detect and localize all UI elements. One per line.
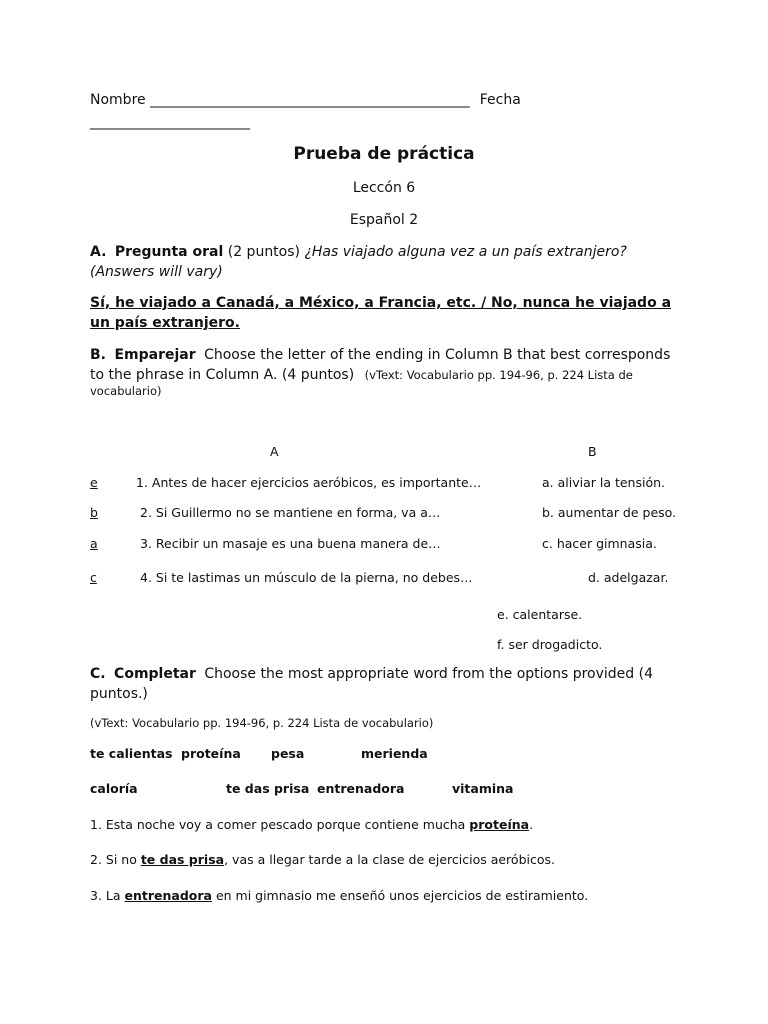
sentence-1-before: 1. Esta noche voy a comer pescado porque contiene mucha bbox=[90, 817, 470, 832]
column-b-header: B bbox=[588, 444, 597, 459]
name-row bbox=[90, 92, 521, 108]
option-c: c. hacer gimnasia. bbox=[542, 536, 657, 551]
sentence-3-answer: entrenadora bbox=[124, 888, 212, 903]
section-c-name: Completar bbox=[114, 666, 196, 682]
name-label: Nombre bbox=[90, 92, 146, 108]
word-te-calientas: te calientas bbox=[90, 746, 173, 761]
option-d: d. adelgazar. bbox=[588, 570, 669, 585]
section-a-letter: A. bbox=[90, 244, 107, 260]
sentence-2-before: 2. Si no bbox=[90, 852, 141, 867]
sentence-2-answer: te das prisa bbox=[140, 852, 225, 867]
section-b-letter: B. bbox=[90, 347, 106, 363]
answer-1: e bbox=[90, 475, 98, 490]
word-pesa: pesa bbox=[271, 746, 305, 761]
section-c-letter: C. bbox=[90, 666, 106, 682]
phrase-4: 4. Si te lastimas un músculo de la pierna, no debes… bbox=[140, 570, 473, 585]
section-a-note: (Answers will vary) bbox=[90, 264, 223, 280]
option-f: f. ser drogadicto. bbox=[497, 637, 603, 652]
word-entrenadora: entrenadora bbox=[317, 781, 405, 796]
name-line: ________________________________________________ bbox=[150, 92, 470, 108]
phrase-3: 3. Recibir un masaje es una buena manera de… bbox=[140, 536, 441, 551]
sentence-2-after: , vas a llegar tarde a la clase de ejercicios aeróbicos. bbox=[224, 852, 555, 867]
word-proteina: proteína bbox=[181, 746, 241, 761]
page-title: Prueba de práctica bbox=[293, 144, 475, 164]
sentence-3 bbox=[90, 888, 588, 903]
answer-2: b bbox=[90, 505, 98, 520]
section-a-points: (2 puntos) bbox=[227, 244, 300, 260]
column-a-header: A bbox=[270, 444, 279, 459]
section-b-ref-line1: (vText: Vocabulario pp. 194-96, p. 224 Lista de bbox=[364, 368, 633, 382]
section-b-instruction-line2-row bbox=[90, 367, 633, 383]
section-b-instruction-line1: Choose the letter of the ending in Column B that best corresponds bbox=[204, 347, 671, 363]
phrase-2: 2. Si Guillermo no se mantiene en forma, va a… bbox=[140, 505, 441, 520]
sentence-1-answer: proteína bbox=[469, 817, 530, 832]
sentence-3-before: 3. La bbox=[90, 888, 125, 903]
section-a-answer-line2: un país extranjero. bbox=[90, 315, 240, 331]
option-b: b. aumentar de peso. bbox=[542, 505, 677, 520]
word-te-das-prisa: te das prisa bbox=[226, 781, 310, 796]
course-label: Español 2 bbox=[349, 212, 419, 228]
sentence-1-after: . bbox=[529, 817, 534, 832]
phrase-1: 1. Antes de hacer ejercicios aeróbicos, es importante… bbox=[136, 475, 482, 490]
option-a: a. aliviar la tensión. bbox=[542, 475, 666, 490]
word-caloria: caloría bbox=[90, 781, 138, 796]
section-b-name: Emparejar bbox=[114, 347, 196, 363]
section-a-heading bbox=[90, 244, 627, 260]
date-line: ________________________ bbox=[90, 114, 250, 130]
section-b-ref-line2: vocabulario) bbox=[90, 384, 162, 398]
section-c-instruction-line1: Choose the most appropriate word from the options provided (4 bbox=[204, 666, 653, 682]
sentence-1 bbox=[90, 817, 533, 832]
section-c-ref: (vText: Vocabulario pp. 194-96, p. 224 Lista de vocabulario) bbox=[90, 716, 434, 730]
sentence-2 bbox=[90, 852, 555, 867]
answer-4: c bbox=[90, 570, 97, 585]
word-merienda: merienda bbox=[361, 746, 428, 761]
option-e: e. calentarse. bbox=[497, 607, 583, 622]
lesson-label: Leccón 6 bbox=[352, 180, 416, 196]
section-a-answer-line1: Sí, he viajado a Canadá, a México, a Francia, etc. / No, nunca he viajado a bbox=[90, 295, 672, 311]
section-a-name: Pregunta oral bbox=[114, 244, 224, 260]
word-vitamina: vitamina bbox=[452, 781, 514, 796]
answer-3: a bbox=[90, 536, 98, 551]
sentence-3-after: en mi gimnasio me enseñó unos ejercicios de estiramiento. bbox=[211, 888, 589, 903]
section-c-heading bbox=[90, 666, 653, 682]
section-b-heading bbox=[90, 347, 670, 363]
section-b-instruction-line2: to the phrase in Column A. (4 puntos) bbox=[90, 367, 355, 383]
section-a-question: ¿Has viajado alguna vez a un país extranjero? bbox=[304, 244, 627, 260]
date-label: Fecha bbox=[479, 92, 521, 108]
section-c-instruction-line2: puntos.) bbox=[90, 686, 148, 702]
